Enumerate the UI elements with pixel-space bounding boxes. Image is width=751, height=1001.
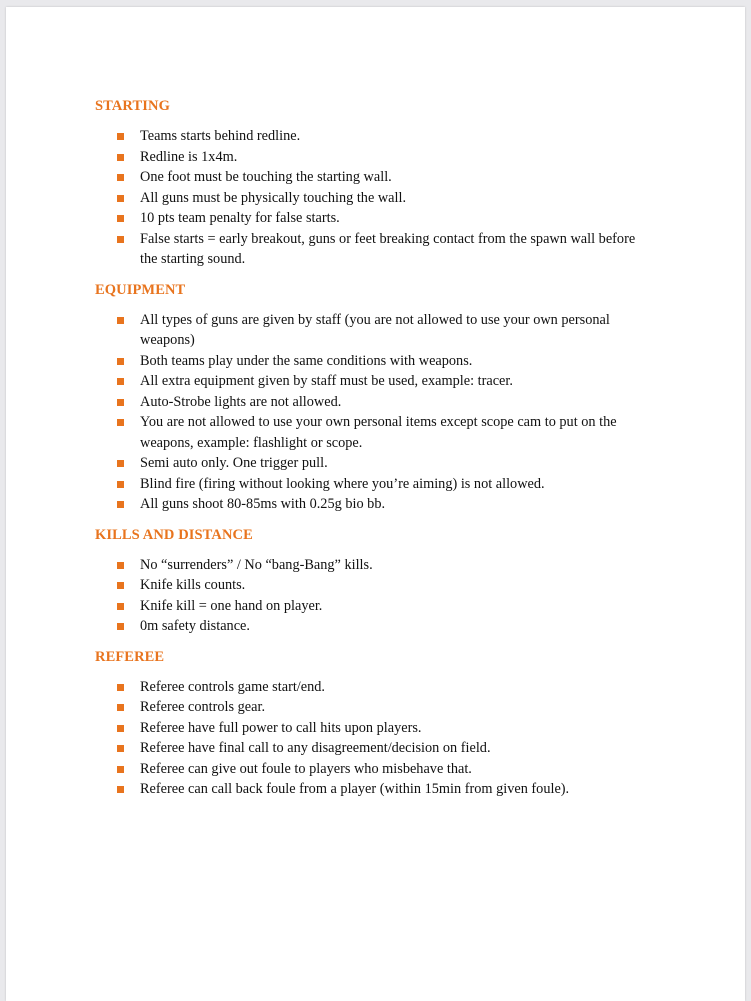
section-heading: REFEREE — [95, 648, 165, 665]
list-item-text: Semi auto only. One trigger pull. — [140, 455, 328, 471]
document-page — [6, 7, 745, 1001]
list-item — [95, 412, 655, 453]
list-item — [95, 229, 655, 270]
square-bullet-icon — [117, 562, 124, 569]
square-bullet-icon — [117, 603, 124, 610]
list-item-text: Referee have full power to call hits upon players. — [140, 719, 422, 736]
section-kills-and-distance — [95, 525, 655, 637]
square-bullet-icon — [117, 399, 124, 406]
list-item-text: All guns shoot 80-85ms with 0.25g bio bb. — [140, 496, 386, 512]
list-item-text: Referee controls game start/end. — [140, 678, 325, 695]
bullet-list — [95, 677, 655, 800]
square-bullet-icon — [117, 236, 124, 243]
square-bullet-icon — [117, 215, 124, 222]
square-bullet-icon — [117, 501, 124, 508]
list-item — [95, 453, 655, 474]
section-referee — [95, 647, 655, 800]
list-item — [95, 188, 655, 209]
square-bullet-icon — [117, 317, 124, 324]
list-item-text: 10 pts team penalty for false starts. — [140, 210, 340, 226]
document-content — [95, 96, 655, 810]
square-bullet-icon — [117, 582, 124, 589]
square-bullet-icon — [117, 419, 124, 426]
square-bullet-icon — [117, 623, 124, 630]
square-bullet-icon — [117, 195, 124, 202]
list-item-text: Referee have final call to any disagreement/decision on field. — [140, 740, 491, 756]
section-heading: STARTING — [95, 98, 170, 114]
list-item-text: 0m safety distance. — [140, 618, 250, 634]
list-item — [95, 167, 655, 188]
list-item-text: Knife kill = one hand on player. — [140, 597, 323, 614]
square-bullet-icon — [117, 460, 124, 467]
list-item — [95, 474, 655, 495]
list-item-text: One foot must be touching the starting wall. — [140, 169, 392, 185]
square-bullet-icon — [117, 481, 124, 488]
square-bullet-icon — [117, 745, 124, 752]
list-item — [95, 147, 655, 168]
section-starting — [95, 96, 655, 270]
section-heading: KILLS AND DISTANCE — [95, 526, 253, 543]
list-item-text: Teams starts behind redline. — [140, 128, 301, 144]
list-item-text: Referee can give out foule to players who misbehave that. — [140, 760, 472, 777]
square-bullet-icon — [117, 766, 124, 773]
list-item — [95, 351, 655, 372]
square-bullet-icon — [117, 684, 124, 691]
list-item — [95, 677, 655, 698]
square-bullet-icon — [117, 725, 124, 732]
list-item — [95, 126, 655, 147]
list-item — [95, 310, 655, 351]
list-item-text: All extra equipment given by staff must be used, example: tracer. — [140, 373, 513, 389]
section-heading: EQUIPMENT — [95, 281, 186, 298]
list-item-text: All guns must be physically touching the wall. — [140, 189, 407, 206]
list-item-text: Referee controls gear. — [140, 699, 266, 715]
bullet-list — [95, 310, 655, 515]
list-item-text: Auto-Strobe lights are not allowed. — [140, 393, 342, 410]
list-item — [95, 759, 655, 780]
list-item-text: Blind fire (firing without looking where you’re aiming) is not allowed. — [140, 475, 545, 492]
list-item — [95, 718, 655, 739]
list-item-text: Knife kills counts. — [140, 577, 246, 593]
list-item — [95, 616, 655, 637]
list-item — [95, 494, 655, 515]
list-item-text: All types of guns are given by staff (you are not allowed to use your own personal weapons) — [140, 311, 610, 348]
list-item — [95, 596, 655, 617]
list-item-text: Referee can call back foule from a player (within 15min from given foule). — [140, 781, 570, 797]
bullet-list — [95, 126, 655, 270]
section-equipment — [95, 280, 655, 515]
list-item-text: Both teams play under the same conditions with weapons. — [140, 352, 473, 369]
square-bullet-icon — [117, 786, 124, 793]
list-item — [95, 575, 655, 596]
list-item — [95, 555, 655, 576]
list-item — [95, 697, 655, 718]
square-bullet-icon — [117, 133, 124, 140]
list-item-text: You are not allowed to use your own personal items except scope cam to put on the weapons, example: flashlight or scope. — [140, 414, 617, 451]
list-item — [95, 738, 655, 759]
square-bullet-icon — [117, 154, 124, 161]
list-item-text: False starts = early breakout, guns or feet breaking contact from the spawn wall before the starting sound. — [140, 230, 636, 267]
bullet-list — [95, 555, 655, 637]
square-bullet-icon — [117, 704, 124, 711]
square-bullet-icon — [117, 378, 124, 385]
list-item — [95, 779, 655, 800]
list-item-text: No “surrenders” / No “bang-Bang” kills. — [140, 556, 373, 573]
list-item — [95, 392, 655, 413]
list-item-text: Redline is 1x4m. — [140, 148, 238, 165]
square-bullet-icon — [117, 174, 124, 181]
list-item — [95, 208, 655, 229]
square-bullet-icon — [117, 358, 124, 365]
list-item — [95, 371, 655, 392]
